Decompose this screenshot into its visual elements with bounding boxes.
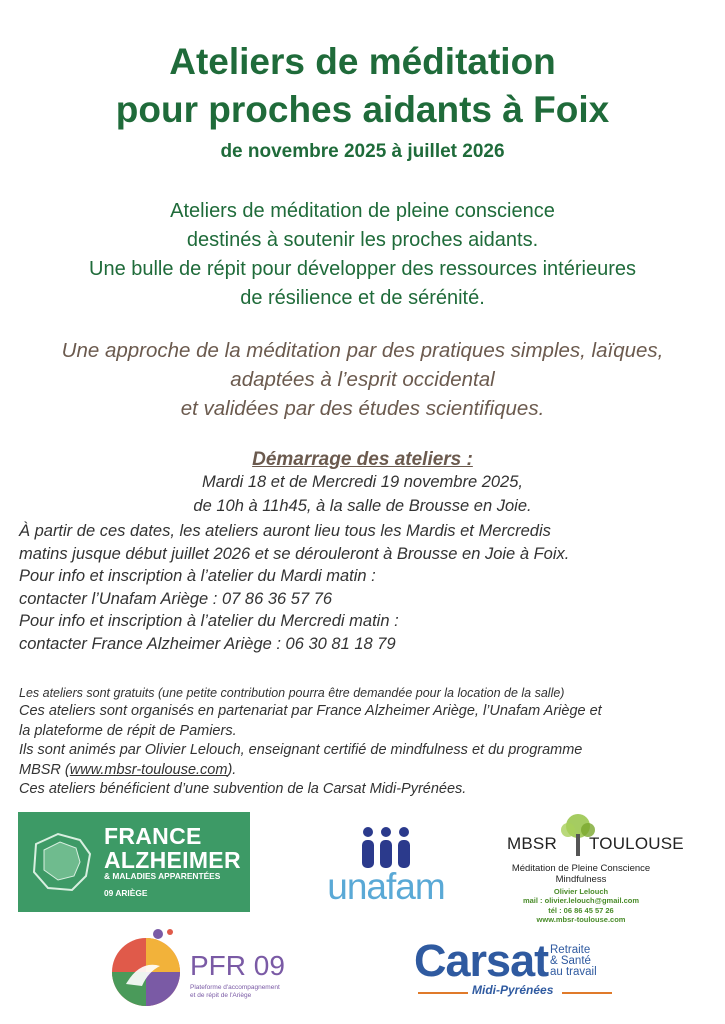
pfr-line-2: et de répit de l'Ariège <box>190 992 252 999</box>
people-icon <box>318 826 454 870</box>
france-alzheimer-logo <box>18 812 250 912</box>
carsat-rule-right <box>562 992 612 994</box>
carsat-side-3: au travail <box>550 966 597 978</box>
approach-block <box>0 336 725 423</box>
details-line: contacter France Alzheimer Ariège : 06 30 81 18 79 <box>19 634 396 653</box>
intro-block <box>0 197 725 313</box>
carsat-wordmark: Carsat <box>414 935 549 986</box>
details-line: Pour info et inscription à l’atelier du Mardi matin : <box>19 567 376 585</box>
details-line: Pour info et inscription à l’atelier du Mercredi matin : <box>19 612 399 630</box>
fa-line-3: & MALADIES APPARENTÉES <box>104 871 221 881</box>
pfr-line-1: Plateforme d'accompagnement <box>190 984 280 991</box>
fa-line-1: FRANCE <box>104 823 202 849</box>
lead-line: Ils sont animés par Olivier Lelouch, enseignant certifié de mindfulness et du programme <box>19 742 583 758</box>
pfr-09-logo <box>108 924 308 1014</box>
unafam-wordmark: unafam <box>327 866 445 907</box>
approach-line: Une approche de la méditation par des pratiques simples, laïques, <box>61 339 664 362</box>
notes-block <box>19 684 719 800</box>
carsat-logo <box>414 937 620 1007</box>
mbsr-mail: mail : olivier.lelouch@gmail.com <box>522 896 640 905</box>
fa-line-4: 09 ARIÈGE <box>104 888 148 898</box>
pfr-title: PFR 09 <box>190 950 285 981</box>
mbsr-sub-1: Méditation de Pleine Conscience <box>511 863 651 874</box>
intro-line: Une bulle de répit pour développer des ressources intérieures <box>89 258 636 280</box>
mbsr-name: Olivier Lelouch <box>553 887 609 896</box>
ariege-map-icon <box>28 824 98 904</box>
mbsr-right: TOULOUSE <box>589 834 684 853</box>
mbsr-tel: tél : 06 86 45 57 26 <box>548 906 614 915</box>
mbsr-left: MBSR <box>507 834 557 853</box>
approach-line: et validées par des études scientifiques. <box>180 397 545 420</box>
mbsr-sub-2: Mindfulness <box>555 874 607 885</box>
fa-name <box>104 824 241 872</box>
lead-suffix: ). <box>227 761 237 778</box>
carsat-rule-left <box>418 992 468 994</box>
dates-subtitle: de novembre 2025 à juillet 2026 <box>220 141 505 162</box>
partner-line: Ces ateliers sont organisés en partenariat par France Alzheimer Ariège, l’Unafam Ariège et <box>19 703 602 719</box>
intro-line: destinés à soutenir les proches aidants. <box>186 229 539 251</box>
title-line-1: Ateliers de méditation <box>169 41 556 82</box>
lead-line-link <box>19 761 719 781</box>
details-line: À partir de ces dates, les ateliers auront lieu tous les Mardis et Mercredis <box>19 522 551 540</box>
start-date-line: Mardi 18 et de Mercredi 19 novembre 2025, <box>201 473 523 491</box>
partner-line: la plateforme de répit de Pamiers. <box>19 722 237 739</box>
start-time-line: de 10h à 11h45, à la salle de Brousse en Joie. <box>193 497 532 515</box>
mbsr-site: www.mbsr-toulouse.com <box>536 915 626 924</box>
grant-line: Ces ateliers bénéficient d’une subvention de la Carsat Midi-Pyrénées. <box>19 781 467 797</box>
details-line: contacter l’Unafam Ariège : 07 86 36 57 76 <box>19 589 333 608</box>
start-heading: Démarrage des ateliers : <box>252 449 473 470</box>
approach-line: adaptées à l’esprit occidental <box>230 368 495 391</box>
details-line: matins jusque début juillet 2026 et se dérouleront à Brousse en Joie à Foix. <box>19 544 570 563</box>
carsat-region: Midi-Pyrénées <box>472 983 554 997</box>
mbsr-toulouse-logo <box>503 812 684 932</box>
intro-line: de résilience et de sérénité. <box>240 287 485 309</box>
mbsr-website-link[interactable]: www.mbsr-toulouse.com <box>69 761 228 778</box>
title-line-2: pour proches aidants à Foix <box>115 89 610 130</box>
carsat-side-1: Retraite <box>550 944 591 956</box>
carsat-side-2: & Santé <box>550 955 591 967</box>
free-note: Les ateliers sont gratuits (une petite contribution pourra être demandée pour la location de la salle) <box>19 686 565 700</box>
intro-line: Ateliers de méditation de pleine conscience <box>170 200 555 222</box>
details-block <box>19 520 709 655</box>
fa-line-2: ALZHEIMER <box>104 847 241 873</box>
lead-prefix: MBSR ( <box>19 761 70 778</box>
pfr-emblem-icon <box>108 924 184 1010</box>
unafam-logo <box>318 826 454 910</box>
